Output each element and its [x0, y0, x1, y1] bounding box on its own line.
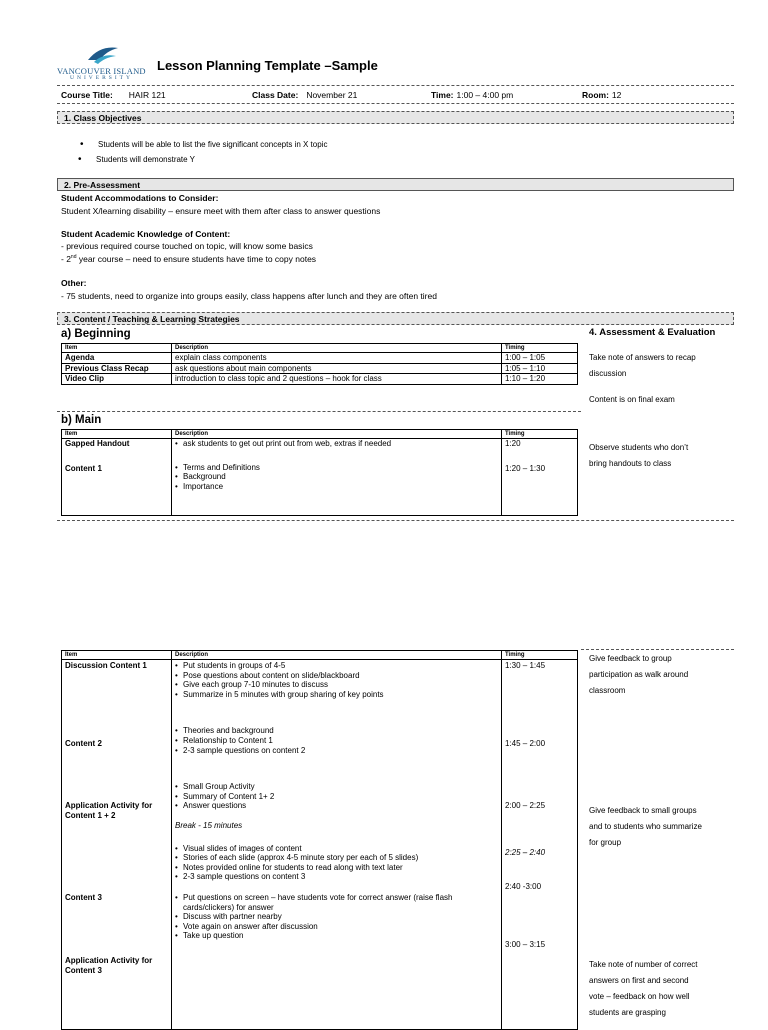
- beginning-heading: a) Beginning: [61, 328, 131, 340]
- main-table: [61, 429, 578, 516]
- table-row: Previous Class Recap ask questions about main components 1:05 – 1:10: [62, 363, 578, 374]
- accommodations-text: Student X/learning disability – ensure meet with them after class to answer questions: [61, 206, 381, 216]
- accommodations-label: Student Accommodations to Consider:: [61, 193, 219, 203]
- other-text: - 75 students, need to organize into groups easily, class happens after lunch and they are often tired: [61, 291, 437, 301]
- column-header-description: Description: [172, 344, 502, 353]
- divider: [57, 85, 734, 86]
- column-header-item: Item: [62, 344, 172, 353]
- course-title-field: Course Title: HAIR 121: [61, 90, 166, 100]
- main-table-continued: [61, 650, 578, 1030]
- assessment-note: Observe students who don’t bring handouts to class: [589, 443, 689, 468]
- section-heading-pre-assessment: 2. Pre-Assessment: [57, 178, 734, 191]
- logo-subtext: UNIVERSITY: [70, 75, 133, 81]
- column-header-item: Item: [62, 430, 172, 439]
- room-field: Room: 12: [582, 90, 622, 100]
- logo-text: VANCOUVER ISLAND: [57, 66, 146, 76]
- column-header-timing: Timing: [502, 430, 578, 439]
- assessment-heading: 4. Assessment & Evaluation: [589, 327, 716, 338]
- column-header-description: Description: [172, 651, 502, 660]
- knowledge-label: Student Academic Knowledge of Content:: [61, 229, 231, 239]
- beginning-table: [61, 343, 578, 385]
- assessment-note: Take note of answers to recap discussion Content is on final exam: [589, 353, 696, 404]
- knowledge-text: - 2nd year course – need to ensure students have time to copy notes: [61, 254, 317, 264]
- time-field: Time: 1:00 – 4:00 pm: [431, 90, 514, 100]
- divider: [57, 520, 734, 521]
- document-title: Lesson Planning Template –Sample: [157, 58, 378, 73]
- main-heading: b) Main: [61, 414, 102, 426]
- column-header-timing: Timing: [502, 651, 578, 660]
- section-heading-objectives: 1. Class Objectives: [57, 111, 734, 124]
- table-row: Gapped Handout Content 1 • ask students to get out print out from web, extras if needed • Terms and Definitions • Background • Importance 1:20 1:20 – 1:30: [62, 439, 578, 516]
- column-header-description: Description: [172, 430, 502, 439]
- table-row: Video Clip introduction to class topic and 2 questions – hook for class 1:10 – 1:20: [62, 374, 578, 385]
- divider: [581, 649, 734, 650]
- class-date-field: Class Date: November 21: [252, 90, 358, 100]
- divider: [57, 103, 734, 104]
- assessment-note: Give feedback to group participation as walk around classroom: [589, 654, 689, 695]
- knowledge-text: - previous required course touched on topic, will know some basics: [61, 241, 313, 251]
- objective-item: • Students will be able to list the five significant concepts in X topic: [98, 140, 327, 150]
- table-row: Agenda explain class components 1:00 – 1:05: [62, 353, 578, 364]
- other-label: Other:: [61, 278, 87, 288]
- university-logo-icon: [86, 44, 120, 66]
- column-header-item: Item: [62, 651, 172, 660]
- column-header-timing: Timing: [502, 344, 578, 353]
- table-row: Discussion Content 1 Content 2 Application Activity for Content 1 + 2 Content 3 Application Activity for Content 3 • Put students in groups of 4-5 • Pose questions about content on slide/blackboard • Give each group 7-10 minutes to discuss • Summarize in 5 minutes with group sharing of key points • Theories and background • Relationship to Content 1 • 2-3 sample questions on content 2 • Small Group Activity • Summary of Content 1+ 2 • Answer questions Break - 15 minutes • Visual slides of images of content • Stories of each slide (approx 4-5 minute story per each of 5 slides) • Notes provided online for students to read along with text later • 2-3 sample questions on content 3 • Put questions on screen – have students vote for correct answer (raise flash cards/clickers) for answer • Discuss with partner nearby • Vote again on answer after discussion • Take up question 1:30 – 1:45 1:45 – 2:00 2:00 – 2:25 2:25 – 2:40 2:40 -3:00 3:00 – 3:15: [62, 660, 578, 1030]
- assessment-note: Give feedback to small groups and to students who summarize for group: [589, 806, 702, 847]
- objective-item: • Students will demonstrate Y: [96, 155, 195, 165]
- section-heading-content: 3. Content / Teaching & Learning Strategies: [57, 312, 734, 325]
- divider: [57, 411, 581, 412]
- assessment-note: Take note of number of correct answers on first and second vote – feedback on how well students are grasping: [589, 960, 698, 1017]
